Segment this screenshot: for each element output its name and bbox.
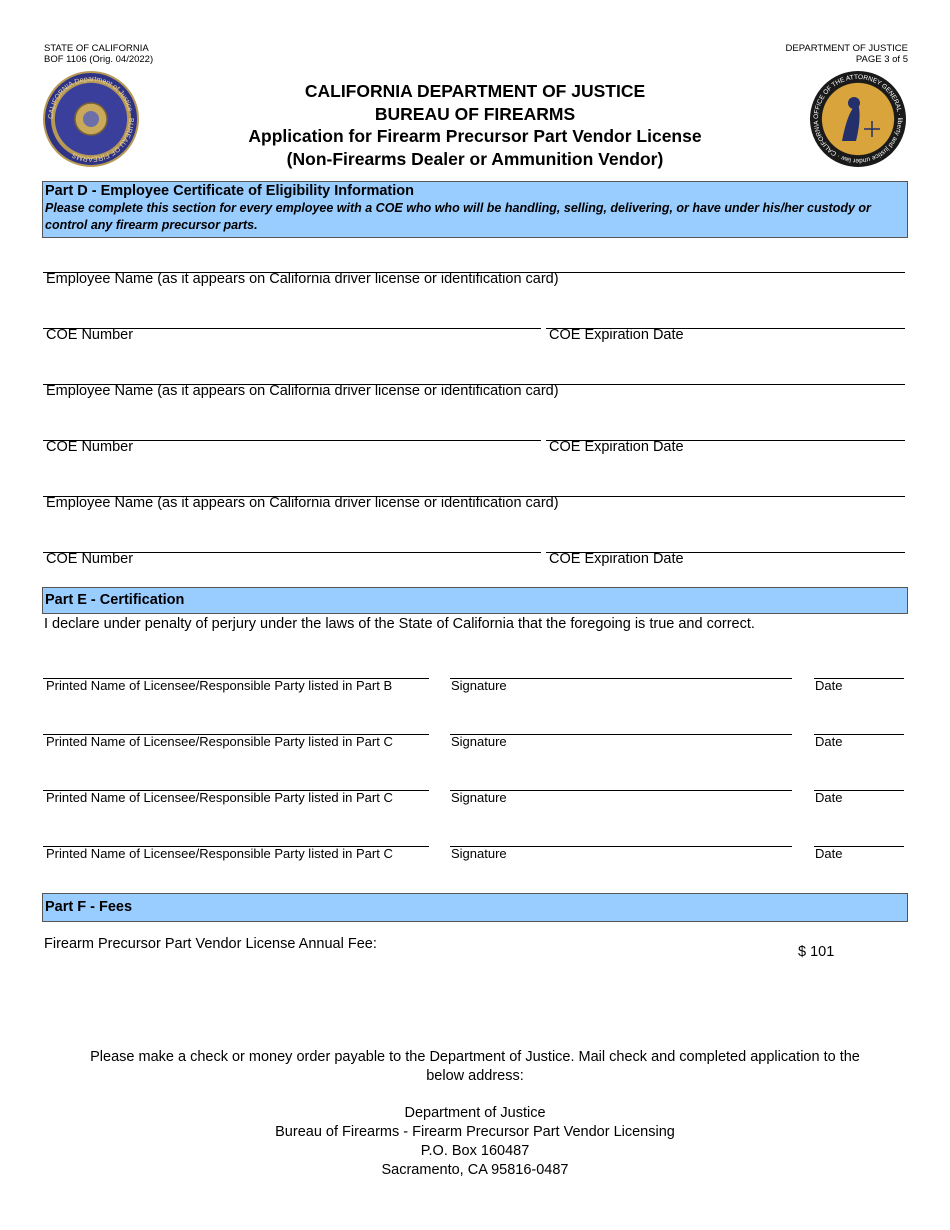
part-d-title: Part D - Employee Certificate of Eligibility Information xyxy=(45,183,414,199)
part-e-header xyxy=(42,587,908,614)
attorney-general-seal xyxy=(810,71,906,167)
coe-number-label-2: COE Number xyxy=(46,439,134,455)
title-bureau: BUREAU OF FIREARMS xyxy=(374,103,576,124)
page-number: PAGE 3 of 5 xyxy=(855,54,908,65)
bureau-of-firearms-seal xyxy=(43,71,139,167)
coe-expiration-label-1: COE Expiration Date xyxy=(549,327,684,343)
part-d-header xyxy=(42,181,908,238)
fee-label: Firearm Precursor Part Vendor License Annual Fee: xyxy=(44,936,377,952)
coe-expiration-label-2: COE Expiration Date xyxy=(549,439,684,455)
state-label: STATE OF CALIFORNIA xyxy=(44,43,149,54)
employee-name-label-1: Employee Name (as it appears on California driver license or identification card) xyxy=(46,271,559,287)
seal-left-text: CALIFORNIA Department of Justice · BUREAU OF FIREARMS xyxy=(47,75,135,163)
part-d-description: Please complete this section for every employee with a COE who who will be handling, selling, delivering, or have under his/her custody or control any firearm precursor parts. xyxy=(45,201,871,232)
instructions-line-1: Please make a check or money order payable to the Department of Justice. Mail check and completed application to the xyxy=(90,1049,860,1065)
part-f-header xyxy=(42,893,908,922)
form-title-block xyxy=(200,80,750,170)
part-e-title: Part E - Certification xyxy=(45,592,185,608)
title-subtitle: (Non-Firearms Dealer or Ammunition Vendor) xyxy=(286,148,664,169)
signature-label-1: Signature xyxy=(451,678,507,693)
header-right xyxy=(700,43,908,65)
address-line-4: Sacramento, CA 95816-0487 xyxy=(381,1162,569,1178)
fee-amount: $ 101 xyxy=(798,944,835,960)
mailing-address xyxy=(0,1104,950,1180)
address-line-2: Bureau of Firearms - Firearm Precursor Part Vendor Licensing xyxy=(275,1124,675,1140)
printed-name-label-3: Printed Name of Licensee/Responsible Party listed in Part C xyxy=(46,790,393,805)
employee-name-label-3: Employee Name (as it appears on California driver license or identification card) xyxy=(46,495,559,511)
department-label: DEPARTMENT OF JUSTICE xyxy=(785,43,908,54)
employee-name-label-2: Employee Name (as it appears on California driver license or identification card) xyxy=(46,383,559,399)
form-id: BOF 1106 (Orig. 04/2022) xyxy=(44,54,154,65)
part-f-title: Part F - Fees xyxy=(45,899,133,915)
printed-name-label-4: Printed Name of Licensee/Responsible Party listed in Part C xyxy=(46,846,393,861)
printed-name-label-2: Printed Name of Licensee/Responsible Party listed in Part C xyxy=(46,734,393,749)
signature-label-4: Signature xyxy=(451,846,507,861)
signature-label-3: Signature xyxy=(451,790,507,805)
address-line-1: Department of Justice xyxy=(404,1105,546,1121)
coe-expiration-label-3: COE Expiration Date xyxy=(549,551,684,567)
coe-number-label-3: COE Number xyxy=(46,551,134,567)
address-line-3: P.O. Box 160487 xyxy=(420,1143,530,1159)
payment-instructions xyxy=(0,1048,950,1086)
date-label-4: Date xyxy=(815,846,843,861)
date-label-2: Date xyxy=(815,734,843,749)
header-left xyxy=(44,43,153,65)
date-label-3: Date xyxy=(815,790,843,805)
declaration-text: I declare under penalty of perjury under the laws of the State of California that the foregoing is true and correct. xyxy=(44,616,755,632)
seal-right-text: OFFICE OF THE ATTORNEY GENERAL · liberty and justice under law · CALIFORNIA xyxy=(812,73,904,165)
printed-name-label-1: Printed Name of Licensee/Responsible Party listed in Part B xyxy=(46,678,393,693)
title-application: Application for Firearm Precursor Part Vendor License xyxy=(248,126,702,146)
title-department: CALIFORNIA DEPARTMENT OF JUSTICE xyxy=(304,81,646,101)
instructions-line-2: below address: xyxy=(426,1068,524,1084)
coe-number-label-1: COE Number xyxy=(46,327,134,343)
signature-label-2: Signature xyxy=(451,734,507,749)
date-label-1: Date xyxy=(815,678,843,693)
